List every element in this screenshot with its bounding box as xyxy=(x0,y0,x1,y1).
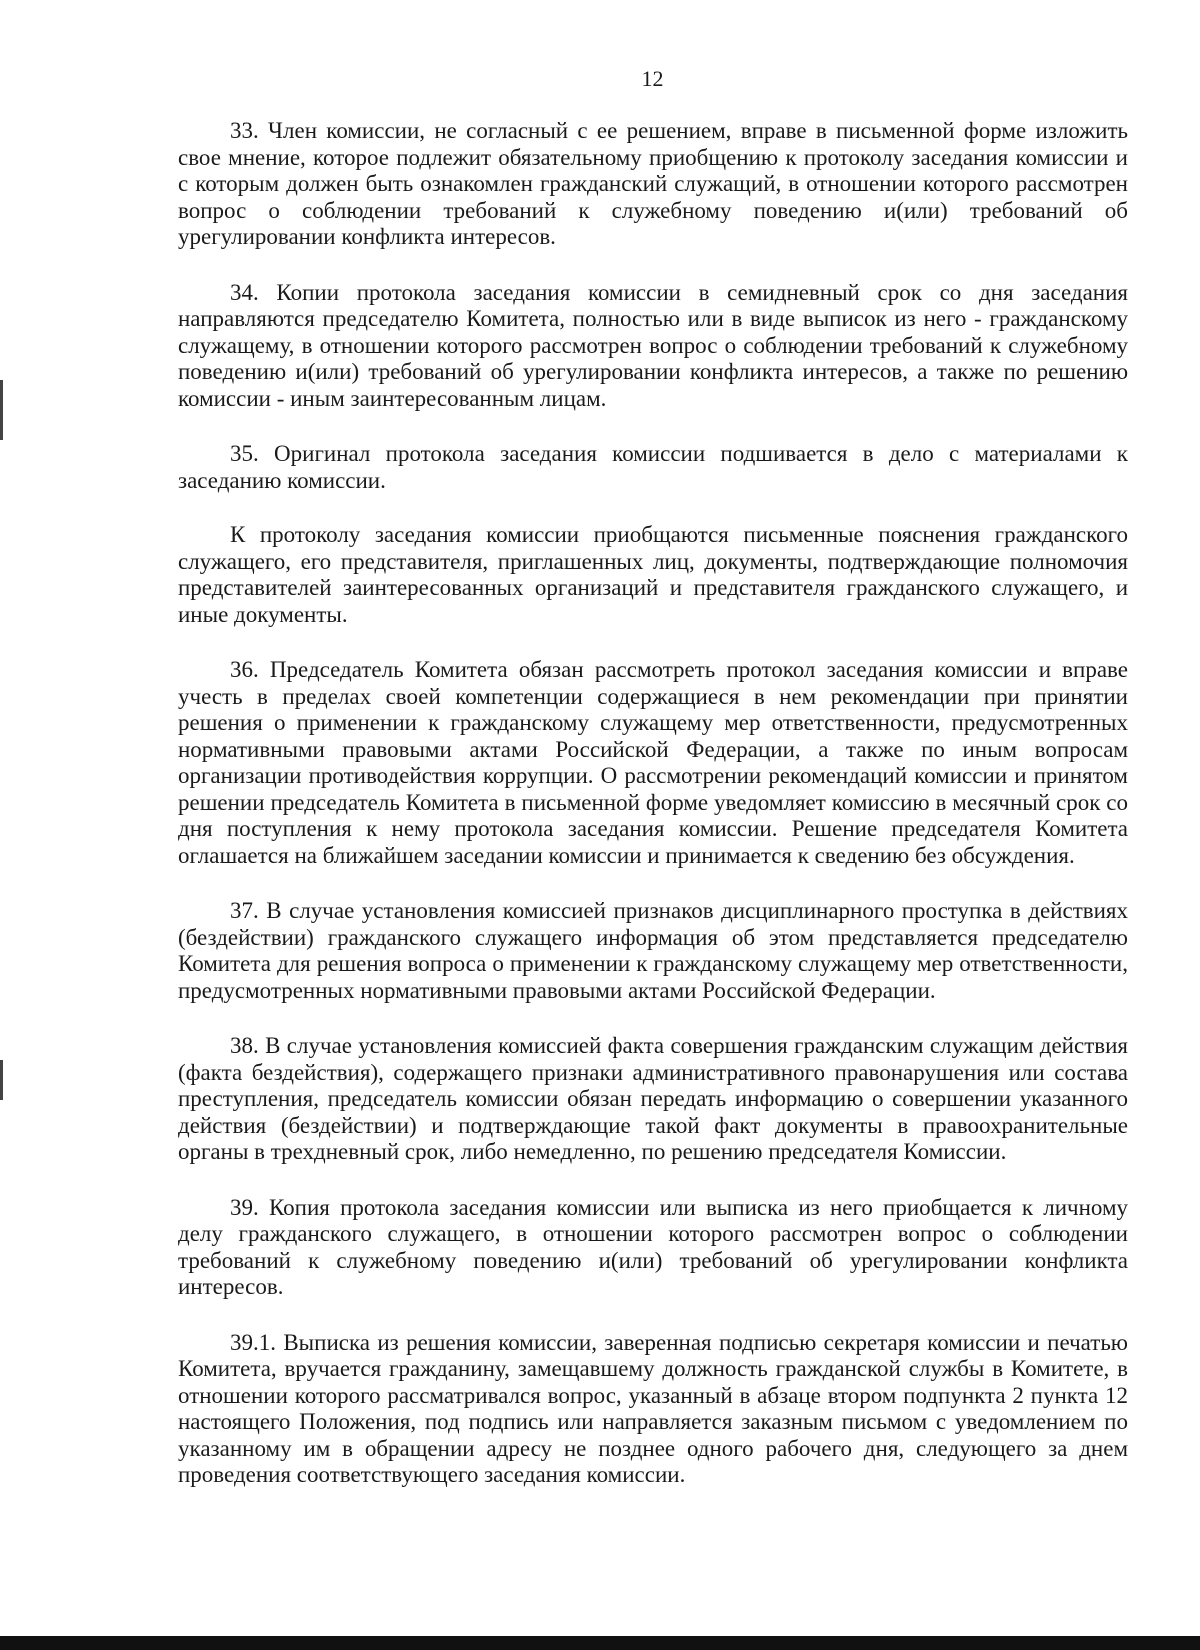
scan-bottom-edge xyxy=(0,1636,1200,1650)
paragraph-39-1: 39.1. Выписка из решения комиссии, заверенная подписью секретаря комиссии и печатью Комитета, вручается гражданину, замещавшему должность гражданской службы в Комитете, в отношении которого рассматривался вопрос, указанный в абзаце втором подпункта 2 пункта 12 настоящего Положения, под подпись или направляется заказным письмом с уведомлением по указанному им в обращении адресу не позднее одного рабочего дня, следующего за днем проведения соответствующего заседания комиссии. xyxy=(178,1329,1128,1487)
paragraph-35-continuation: К протоколу заседания комиссии приобщаются письменные пояснения гражданского служащего, его представителя, приглашенных лиц, документы, подтверждающие полномочия представителей заинтересованных организаций и представителя гражданского служащего, и иные документы. xyxy=(178,522,1128,627)
page-number: 12 xyxy=(641,66,664,91)
paragraph-39: 39. Копия протокола заседания комиссии или выписка из него приобщается к личному делу гражданского служащего, в отношении которого рассмотрен вопрос о соблюдении требований к служебному поведению и(или) требований об урегулировании конфликта интересов. xyxy=(178,1194,1128,1299)
paragraph-36: 36. Председатель Комитета обязан рассмотреть протокол заседания комиссии и вправе учесть в пределах своей компетенции содержащиеся в нем рекомендации при принятии решения о применении к гражданскому служащему мер ответственности, предусмотренных нормативными правовыми актами Российской Федерации, а также по иным вопросам организации противодействия коррупции. О рассмотрении рекомендаций комиссии и принятом решении председатель Комитета в письменной форме уведомляет комиссию в месячный срок со дня поступления к нему протокола заседания комиссии. Решение председателя Комитета оглашается на ближайшем заседании комиссии и принимается к сведению без обсуждения. xyxy=(178,657,1128,868)
paragraph-34: 34. Копии протокола заседания комиссии в семидневный срок со дня заседания направляются председателю Комитета, полностью или в виде выписок из него - гражданскому служащему, в отношении которого рассмотрен вопрос о соблюдении требований к служебному поведению и(или) требований об урегулировании конфликта интересов, а также по решению комиссии - иным заинтересованным лицам. xyxy=(178,279,1128,411)
document-body xyxy=(178,118,1128,1518)
paragraph-37: 37. В случае установления комиссией признаков дисциплинарного проступка в действиях (бездействии) гражданского служащего информация об этом представляется председателю Комитета для решения вопроса о применении к гражданскому служащему мер ответственности, предусмотренных нормативными правовыми актами Российской Федерации. xyxy=(178,898,1128,1003)
paragraph-38: 38. В случае установления комиссией факта совершения гражданским служащим действия (факта бездействия), содержащего признаки административного правонарушения или состава преступления, председатель комиссии обязан передать информацию о совершении указанного действия (бездействии) и подтверждающие такой факт документы в правоохранительные органы в трехдневный срок, либо немедленно, по решению председателя Комиссии. xyxy=(178,1033,1128,1164)
scan-edge-mark xyxy=(0,1060,3,1100)
paragraph-35: 35. Оригинал протокола заседания комиссии подшивается в дело с материалами к заседанию комиссии. xyxy=(178,441,1128,493)
scan-edge-mark xyxy=(0,380,3,440)
paragraph-33: 33. Член комиссии, не согласный с ее решением, вправе в письменной форме изложить свое мнение, которое подлежит обязательному приобщению к протоколу заседания комиссии и с которым должен быть ознакомлен гражданский служащий, в отношении которого рассмотрен вопрос о соблюдении требований к служебному поведению и(или) требований об урегулировании конфликта интересов. xyxy=(178,118,1128,249)
